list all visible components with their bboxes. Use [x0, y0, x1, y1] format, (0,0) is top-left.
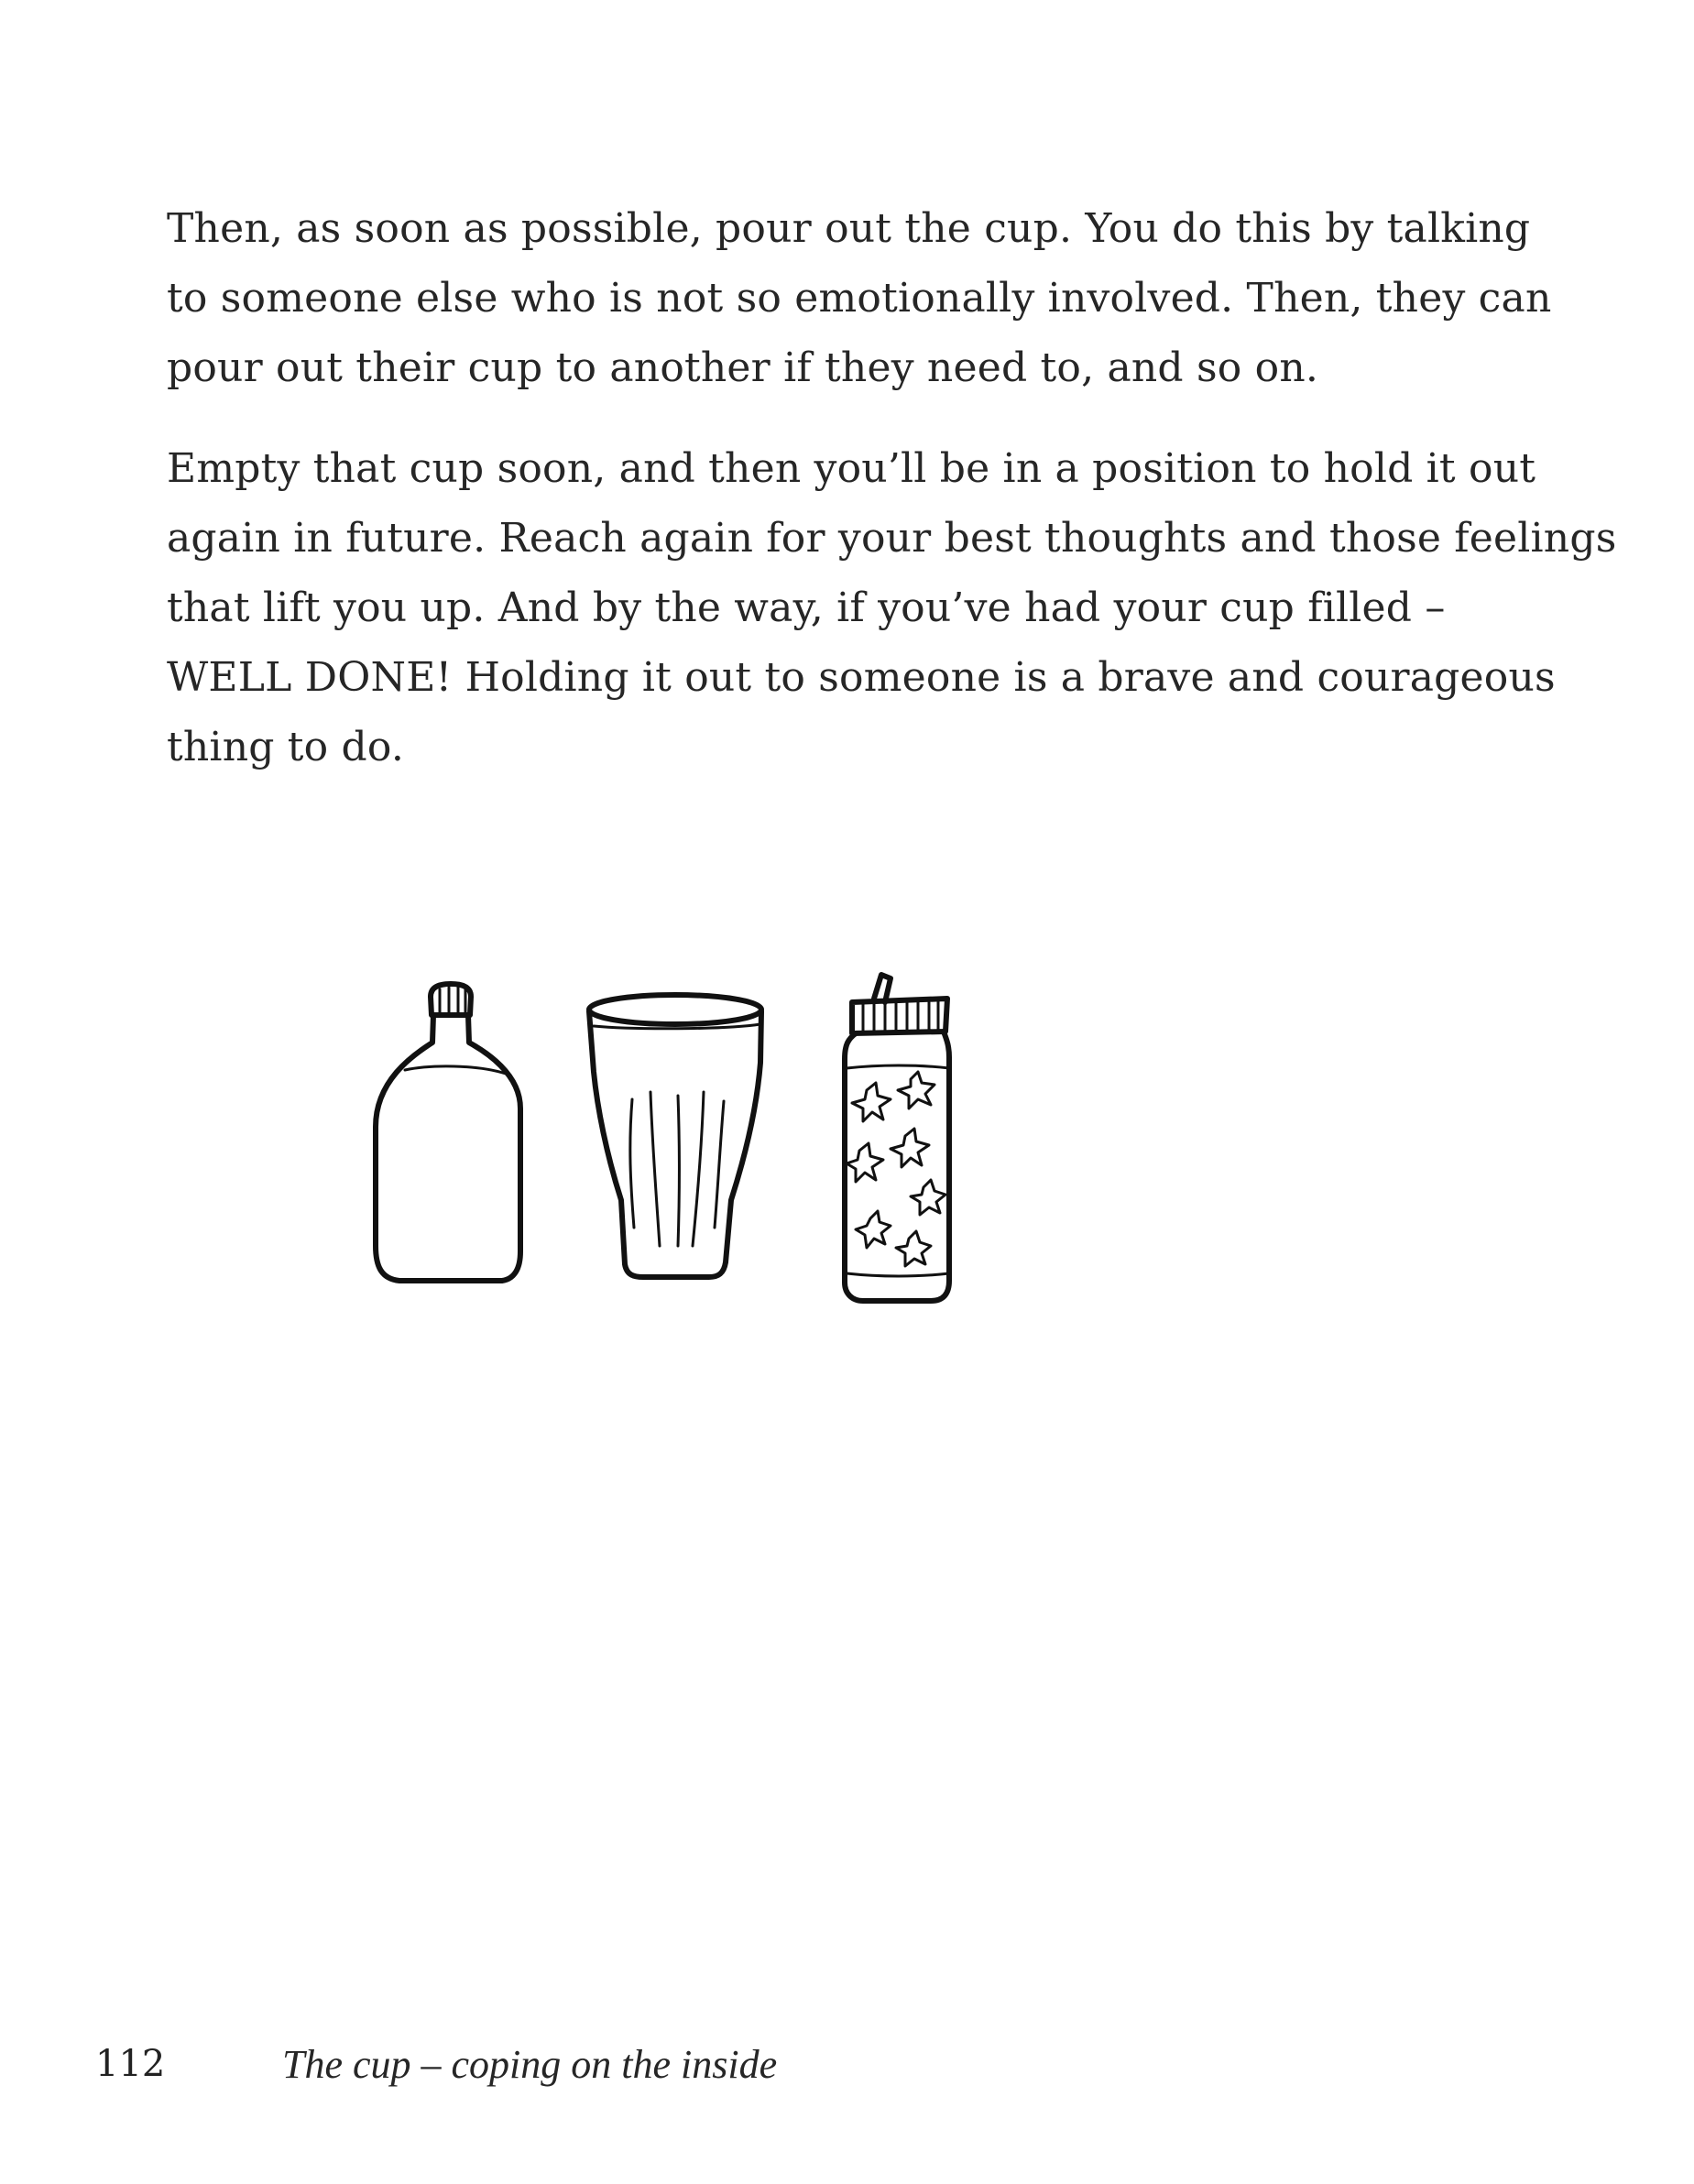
- glass-icon: [589, 995, 761, 1277]
- page-number: 112: [95, 2043, 166, 2085]
- text-line: Then, as soon as possible, pour out the cup. You do this by talking: [167, 205, 1531, 252]
- text-line: Empty that cup soon, and then you’ll be in a position to hold it out: [167, 445, 1536, 492]
- running-head: The cup – coping on the inside: [282, 2042, 778, 2087]
- paragraph-2: [167, 434, 1617, 782]
- body-text: [167, 194, 1617, 814]
- text-line: to someone else who is not so emotionally involved. Then, they can: [167, 275, 1552, 322]
- text-line: WELL DONE! Holding it out to someone is a brave and courageous: [167, 654, 1556, 701]
- text-line: that lift you up. And by the way, if you’ve had your cup filled –: [167, 584, 1446, 631]
- text-line: pour out their cup to another if they need to, and so on.: [167, 344, 1319, 391]
- text-line: again in future. Reach again for your best thoughts and those feelings: [167, 515, 1617, 562]
- text-line: thing to do.: [167, 724, 405, 770]
- paragraph-1: [167, 194, 1552, 403]
- drinks-illustration: [357, 971, 1164, 1356]
- water-bottle-icon: [845, 975, 949, 1301]
- bottle-icon: [376, 984, 520, 1281]
